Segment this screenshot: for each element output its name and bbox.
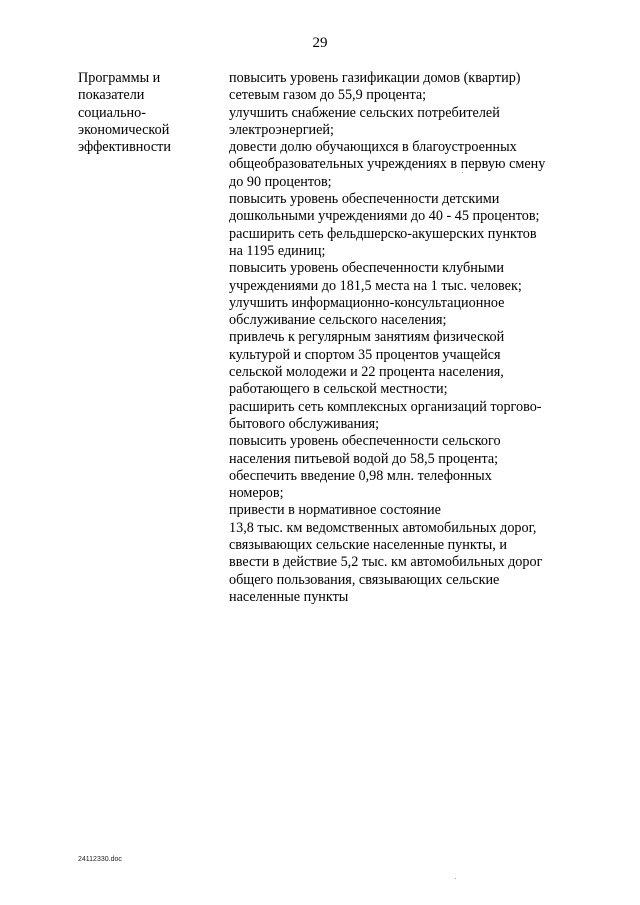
scan-dot: [455, 878, 456, 879]
content-line: обслуживание сельского населения;: [229, 312, 447, 329]
scan-dot: [462, 172, 463, 173]
content-line: повысить уровень обеспеченности клубными: [229, 260, 504, 277]
content-line: привлечь к регулярным занятиям физической: [229, 329, 505, 346]
section-label-line: экономической: [78, 121, 170, 138]
content-line: населенные пункты: [229, 588, 349, 605]
content-line: до 90 процентов;: [229, 173, 332, 190]
content-line: 13,8 тыс. км ведомственных автомобильных дорог,: [229, 519, 537, 536]
section-content: [229, 70, 569, 606]
content-line: сетевым газом до 55,9 процента;: [229, 87, 427, 104]
content-line: на 1195 единиц;: [229, 242, 326, 259]
section-label-line: Программы и: [78, 70, 161, 86]
content-line: населения питьевой водой до 58,5 процента;: [229, 450, 499, 467]
content-line: повысить уровень обеспеченности сельского: [229, 433, 501, 450]
content-line: повысить уровень газификации домов (квартир): [229, 70, 521, 86]
content-line: сельской молодежи и 22 процента населения,: [229, 364, 504, 381]
content-line: обеспечить введение 0,98 млн. телефонных: [229, 467, 492, 484]
section-label: [78, 70, 208, 156]
content-line: общеобразовательных учреждениях в первую смену: [229, 156, 546, 173]
content-line: улучшить информационно-консультационное: [229, 294, 505, 311]
content-line: культурой и спортом 35 процентов учащейся: [229, 346, 501, 363]
content-line: привести в нормативное состояние: [229, 502, 441, 519]
content-line: расширить сеть фельдшерско-акушерских пунктов: [229, 225, 537, 242]
footer-filename: 24112330.doc: [78, 856, 122, 863]
content-line: довести долю обучающихся в благоустроенных: [229, 139, 517, 156]
content-line: учреждениями до 181,5 места на 1 тыс. человек;: [229, 277, 522, 294]
section-label-line: эффективности: [78, 139, 171, 156]
content-line: улучшить снабжение сельских потребителей: [229, 104, 500, 121]
content-line: ввести в действие 5,2 тыс. км автомобильных дорог: [229, 554, 543, 571]
content-line: повысить уровень обеспеченности детскими: [229, 191, 500, 208]
content-line: дошкольными учреждениями до 40 - 45 процентов;: [229, 208, 540, 225]
content-line: связывающих сельские населенные пункты, и: [229, 537, 507, 554]
section-label-line: показатели: [78, 87, 145, 104]
page-number: 29: [312, 35, 328, 51]
content-line: общего пользования, связывающих сельские: [229, 571, 500, 588]
section-label-line: социально-: [78, 104, 146, 121]
content-line: электроэнергией;: [229, 121, 334, 138]
content-line: работающего в сельской местности;: [229, 381, 448, 398]
content-line: расширить сеть комплексных организаций торгово-: [229, 398, 542, 415]
content-line: номеров;: [229, 485, 284, 502]
content-line: бытового обслуживания;: [229, 415, 380, 432]
